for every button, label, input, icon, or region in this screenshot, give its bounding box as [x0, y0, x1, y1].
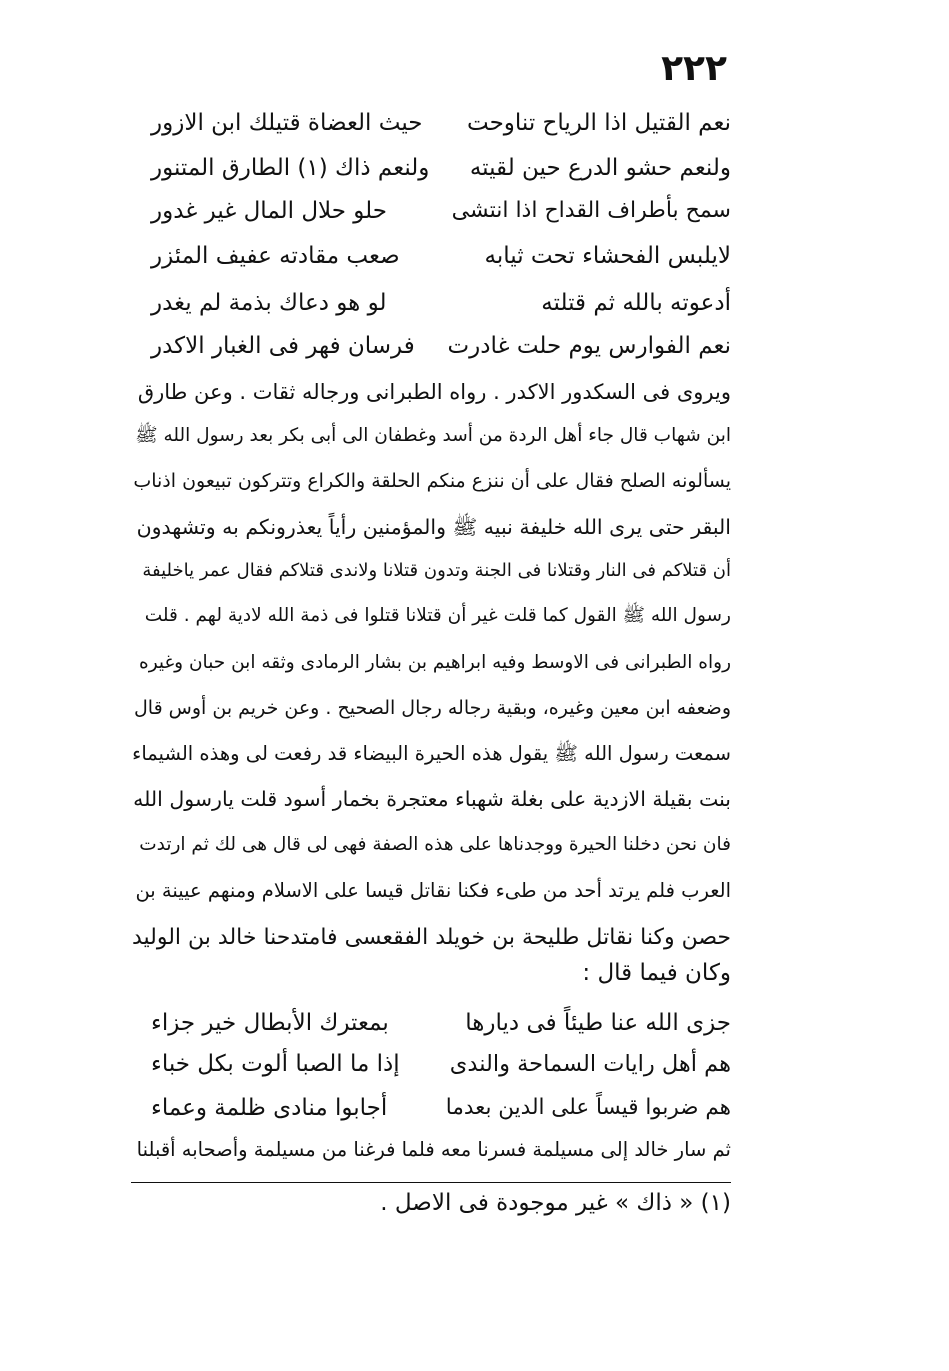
prose-line: حصن وكنا نقاتل طليحة بن خويلد الفقعسى فامتدحنا خالد بن الوليد [131, 925, 731, 950]
second-hemistich: لو هو دعاك بذمة لم يغدر [151, 290, 387, 316]
first-hemistich: لايلبس الفحشاء تحت ثيابه [484, 243, 731, 269]
first-hemistich: أدعوته بالله ثم قتلته [541, 290, 731, 316]
first-hemistich: نعم الفوارس يوم حلت غادرت [447, 333, 731, 359]
prose-line-last: ثم سار خالد إلى مسيلمة فسرنا معه فلما فرغنا من مسيلمة وأصحابه أقبلنا [136, 1138, 731, 1161]
prose-line: أن قتلاكم فى النار وقتلانا فى الجنة وتدون قتلانا ولاندى قتلاكم فقال عمر ياخليفة [142, 560, 731, 581]
prose-line: رسول الله ﷺ القول كما قلت غير أن قتلانا قتلوا فى ذمة الله لادية لهم . قلت [144, 605, 731, 626]
prose-line: البقر حتى يرى الله خليفة نبيه ﷺ والمؤمنين رأياً يعذرونكم به وتشهدون [136, 515, 731, 539]
page-number: ٢٢٢ [661, 48, 727, 89]
verse-line [151, 1010, 731, 1050]
second-hemistich: حلو حلال المال غير غدور [151, 198, 387, 224]
first-hemistich: ولنعم حشو الدرع حين لقيته [469, 155, 731, 181]
first-hemistich: هم ضربوا قيساً على الدين بعدما [445, 1095, 731, 1120]
prose-line: ويروى فى السكدور الاكدر . رواه الطبرانى ورجاله ثقات . وعن طارق [137, 380, 731, 404]
first-hemistich: سمح بأطراف القداح اذا انتشى [451, 198, 731, 223]
footnote-divider [131, 1182, 731, 1183]
verse-line [151, 155, 731, 195]
second-hemistich: ولنعم ذاك (١) الطارق المتنور [151, 155, 430, 181]
prose-line: العرب فلم يرتد أحد من طىء فكنا نقاتل قيسا على الاسلام ومنهم عيينة بن [135, 879, 731, 902]
verse-line [151, 110, 731, 150]
footnote: (١) « ذاك » غير موجودة فى الاصل . [380, 1190, 731, 1216]
verse-line [151, 243, 731, 283]
prose-line: وكان فيما قال : [582, 960, 731, 986]
second-hemistich: فرسان فهر فى الغبار الاكدر [151, 333, 415, 359]
prose-line: رواه الطبرانى فى الاوسط وفيه ابراهيم بن بشار الرمادى وثقه ابن حبان وغيره [139, 652, 731, 673]
prose-line: فان نحن دخلنا الحيرة ووجدناها على هذه الصفة فهى لى قال هى لك ثم ارتدت [139, 834, 731, 855]
verse-line [151, 290, 731, 330]
prose-line: سمعت رسول الله ﷺ يقول هذه الحيرة البيضاء قد رفعت لى وهذه الشيماء [132, 742, 731, 765]
first-hemistich: نعم القتيل اذا الرياح تناوحت [466, 110, 731, 136]
first-hemistich: جزى الله عنا طيئاً فى ديارها [465, 1010, 731, 1036]
prose-line: يسألونه الصلح فقال على أن ننزع منكم الحلقة والكراع وتتركون تبيعون اذناب [133, 470, 731, 492]
verse-line [151, 1095, 731, 1135]
verse-line [151, 198, 731, 238]
second-hemistich: بمعترك الأبطال خير جزاء [151, 1010, 389, 1036]
second-hemistich: حيث العضاة قتيلك ابن الازور [151, 110, 423, 136]
prose-line: ابن شهاب قال جاء أهل الردة من أسد وغطفان الى أبى بكر بعد رسول الله ﷺ [135, 425, 731, 446]
verse-line [151, 1051, 731, 1091]
second-hemistich: صعب مقادته عفيف المئزر [151, 243, 400, 269]
second-hemistich: إذا ما الصبا ألوت بكل خباء [151, 1051, 400, 1077]
prose-line: بنت بقيلة الازدية على بغلة شهباء معتجرة بخمار أسود قلت يارسول الله [133, 787, 731, 811]
first-hemistich: هم أهل رايات السماحة والندى [449, 1051, 731, 1077]
prose-line: وضعفه ابن معين وغيره، وبقية رجاله رجال الصحيح . وعن خريم بن أوس قال [133, 697, 731, 719]
verse-line [151, 333, 731, 373]
second-hemistich: أجابوا منادى ظلمة وعماء [151, 1095, 388, 1121]
